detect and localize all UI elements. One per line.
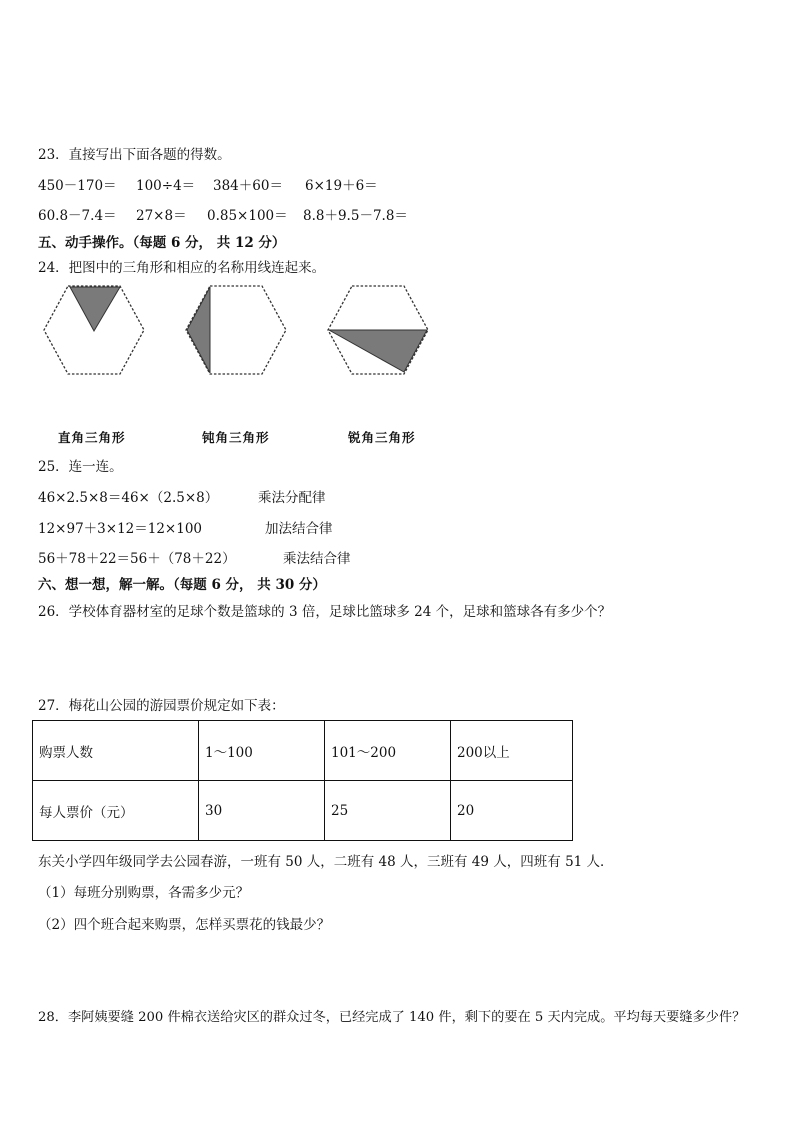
q23-r1-c1: 450－170＝ bbox=[38, 178, 117, 194]
q25-expr-2: 12×97＋3×12＝12×100 bbox=[38, 521, 203, 537]
q23-r2-c1: 60.8－7.4＝ bbox=[38, 208, 117, 224]
table-cell: 200以上 bbox=[451, 721, 573, 781]
q23-r1-c4: 6×19＋6＝ bbox=[305, 178, 378, 194]
hexagon-figure-3 bbox=[322, 283, 434, 379]
hexagon-figure-1 bbox=[38, 283, 150, 379]
q25-law-1: 乘法分配律 bbox=[258, 490, 326, 506]
q27-title: 27．梅花山公园的游园票价规定如下表： bbox=[38, 698, 285, 714]
table-cell: 30 bbox=[199, 781, 325, 841]
table-cell: 25 bbox=[325, 781, 451, 841]
q25-expr-1: 46×2.5×8＝46×（2.5×8） bbox=[38, 490, 219, 506]
table-cell: 101～200 bbox=[325, 721, 451, 781]
q23-r2-c4: 8.8＋9.5－7.8＝ bbox=[303, 208, 408, 224]
q25-law-3: 乘法结合律 bbox=[283, 551, 351, 567]
ticket-price-table bbox=[32, 720, 573, 841]
q27-sub-question-2: （2）四个班合起来购票，怎样买票花的钱最少？ bbox=[38, 917, 331, 933]
label-right-triangle: 直角三角形 bbox=[58, 430, 126, 445]
q23-title: 23．直接写出下面各题的得数。 bbox=[38, 147, 231, 163]
section5-heading: 五、动手操作。（每题 6 分， 共 12 分） bbox=[38, 235, 286, 251]
q27-description: 东关小学四年级同学去公园春游，一班有 50 人，二班有 48 人，三班有 49 人，四班有 51 人． bbox=[38, 854, 614, 870]
q23-r2-c3: 0.85×100＝ bbox=[207, 208, 288, 224]
hexagon-figure-2 bbox=[180, 283, 292, 379]
q26-text: 26．学校体育器材室的足球个数是篮球的 3 倍，足球比篮球多 24 个，足球和篮球各有多少个？ bbox=[38, 604, 612, 620]
q23-r1-c3: 384＋60＝ bbox=[213, 178, 283, 194]
q24-title: 24．把图中的三角形和相应的名称用线连起来。 bbox=[38, 260, 326, 276]
q25-title: 25．连一连。 bbox=[38, 459, 123, 475]
label-obtuse-triangle: 钝角三角形 bbox=[202, 430, 270, 445]
table-row bbox=[33, 781, 573, 841]
q23-r2-c2: 27×8＝ bbox=[136, 208, 187, 224]
label-acute-triangle: 锐角三角形 bbox=[348, 430, 416, 445]
q25-expr-3: 56＋78＋22＝56＋（78＋22） bbox=[38, 551, 236, 567]
q28-text: 28．李阿姨要缝 200 件棉衣送给灾区的群众过冬，已经完成了 140 件，剩下的要在 5 天内完成。平均每天要缝多少件？ bbox=[38, 1010, 746, 1025]
q27-sub-question-1: （1）每班分别购票，各需多少元？ bbox=[38, 885, 250, 901]
table-cell: 1～100 bbox=[199, 721, 325, 781]
table-cell: 购票人数 bbox=[33, 721, 199, 781]
section6-heading: 六、想一想，解一解。（每题 6 分， 共 30 分） bbox=[38, 577, 326, 593]
q23-r1-c2: 100÷4＝ bbox=[136, 178, 196, 194]
q25-law-2: 加法结合律 bbox=[265, 521, 333, 537]
table-row bbox=[33, 721, 573, 781]
table-cell: 20 bbox=[451, 781, 573, 841]
table-cell: 每人票价（元） bbox=[33, 781, 199, 841]
